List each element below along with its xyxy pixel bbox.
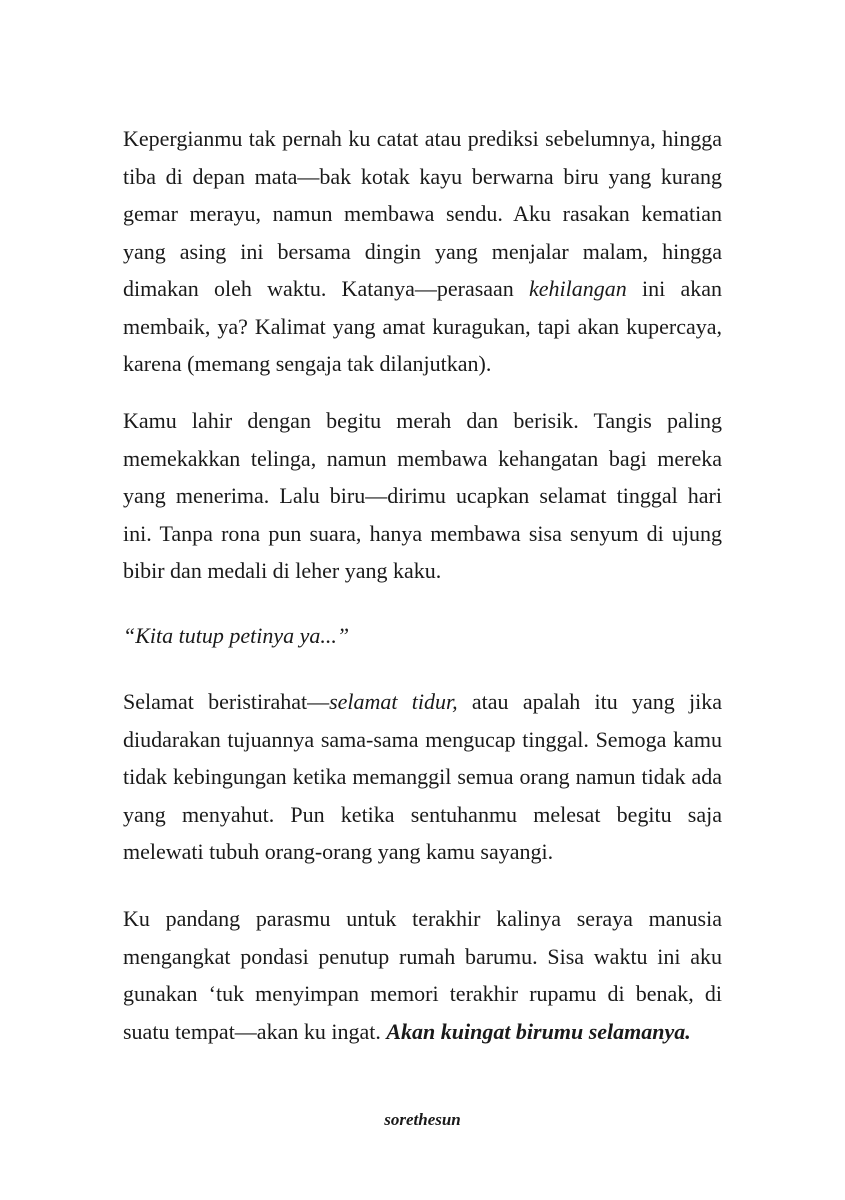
paragraph-4-emphasis: selamat tidur, (329, 689, 458, 714)
author-signature: sorethesun (384, 1110, 461, 1129)
paragraph-1-text-a: Kepergianmu tak pernah ku catat atau prediksi sebelumnya, hingga tiba di depan mata—bak kotak kayu berwarna biru yang kurang gemar merayu, namun membawa sendu. Aku rasakan kematian yang asing ini bersama dingin yang menjalar malam, hingga dimakan oleh waktu. Katanya—perasaan (123, 126, 722, 301)
paragraph-1-emphasis: kehilangan (529, 276, 627, 301)
paragraph-5-closing-line: Akan kuingat birumu selamanya. (386, 1018, 691, 1044)
paragraph-4-text-a: Selamat beristirahat— (123, 689, 330, 714)
paragraph-5-text: Ku pandang parasmu untuk terakhir kalinya seraya manusia mengangkat pondasi penutup rumah barumu. Sisa waktu ini aku gunakan ‘tuk menyimpan memori terakhir rupamu di benak, di suatu tempat—akan ku ingat. (123, 906, 722, 1044)
quote-line (123, 617, 722, 655)
paragraph-1 (123, 120, 722, 383)
paragraph-1-text-b: ini akan membaik, ya? Kalimat yang amat kuragukan, tapi akan kupercaya, karena (memang sengaja tak dilanjutkan). (123, 276, 722, 376)
quote-text: “Kita tutup petinya ya...” (123, 623, 350, 648)
paragraph-4 (123, 683, 722, 871)
paragraph-2-text: Kamu lahir dengan begitu merah dan berisik. Tangis paling memekakkan telinga, namun membawa kehangatan bagi mereka yang menerima. Lalu biru—dirimu ucapkan selamat tinggal hari ini. Tanpa rona pun suara, hanya membawa sisa senyum di ujung bibir dan medali di leher yang kaku. (123, 408, 722, 583)
paragraph-4-text-b: atau apalah itu yang jika diudarakan tujuannya sama-sama mengucap tinggal. Semoga kamu tidak kebingungan ketika memanggil semua orang namun tidak ada yang menyahut. Pun ketika sentuhanmu melesat begitu saja melewati tubuh orang-orang yang kamu sayangi. (123, 689, 722, 864)
paragraph-2 (123, 402, 722, 590)
paragraph-5 (123, 900, 722, 1050)
